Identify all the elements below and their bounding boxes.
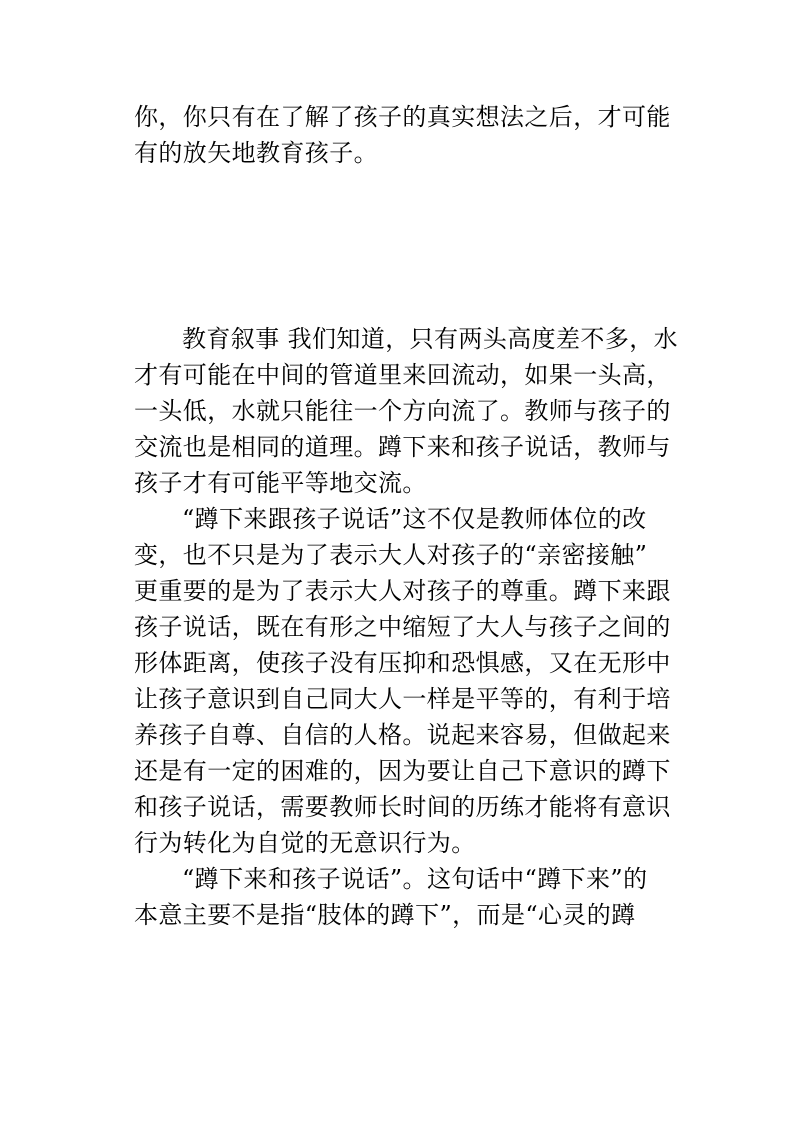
text-line: 更重要的是为了表示大人对孩子的尊重。蹲下来跟 bbox=[134, 577, 671, 605]
text-line: 你，你只有在了解了孩子的真实想法之后，才可能 bbox=[134, 103, 671, 131]
paragraph-education-narrative bbox=[134, 321, 679, 501]
text-line: 一头低，水就只能往一个方向流了。教师与孩子的 bbox=[134, 397, 671, 425]
text-line: 形体距离，使孩子没有压抑和恐惧感，又在无形中 bbox=[134, 649, 671, 677]
text-line: “蹲下来和孩子说话”。这句话中“蹲下来”的 bbox=[182, 865, 648, 893]
text-line: 有的放矢地教育孩子。 bbox=[134, 139, 378, 167]
text-line: 本意主要不是指“肢体的蹲下”，而是“心灵的蹲 bbox=[134, 901, 636, 929]
text-line: 让孩子意识到自己同大人一样是平等的，有利于培 bbox=[134, 685, 671, 713]
text-line: “蹲下来跟孩子说话”这不仅是教师体位的改 bbox=[182, 505, 647, 533]
text-line: 才有可能在中间的管道里来回流动，如果一头高， bbox=[134, 361, 671, 389]
text-line: 变，也不只是为了表示大人对孩子的“亲密接触” bbox=[134, 541, 648, 569]
continuation-text bbox=[134, 99, 671, 171]
text-line: 行为转化为自觉的无意识行为。 bbox=[134, 829, 476, 857]
text-line: 教育叙事 我们知道，只有两头高度差不多，水 bbox=[182, 325, 679, 353]
text-line: 孩子才有可能平等地交流。 bbox=[134, 469, 427, 497]
text-line: 交流也是相同的道理。蹲下来和孩子说话，教师与 bbox=[134, 433, 671, 461]
text-line: 还是有一定的困难的，因为要让自己下意识的蹲下 bbox=[134, 757, 671, 785]
body-text bbox=[134, 321, 679, 933]
paragraph-meaning bbox=[134, 861, 664, 933]
text-line: 养孩子自尊、自信的人格。说起来容易，但做起来 bbox=[134, 721, 671, 749]
text-line: 和孩子说话，需要教师长时间的历练才能将有意识 bbox=[134, 793, 671, 821]
paragraph-squat-down bbox=[134, 501, 671, 861]
text-line: 孩子说话，既在有形之中缩短了大人与孩子之间的 bbox=[134, 613, 671, 641]
